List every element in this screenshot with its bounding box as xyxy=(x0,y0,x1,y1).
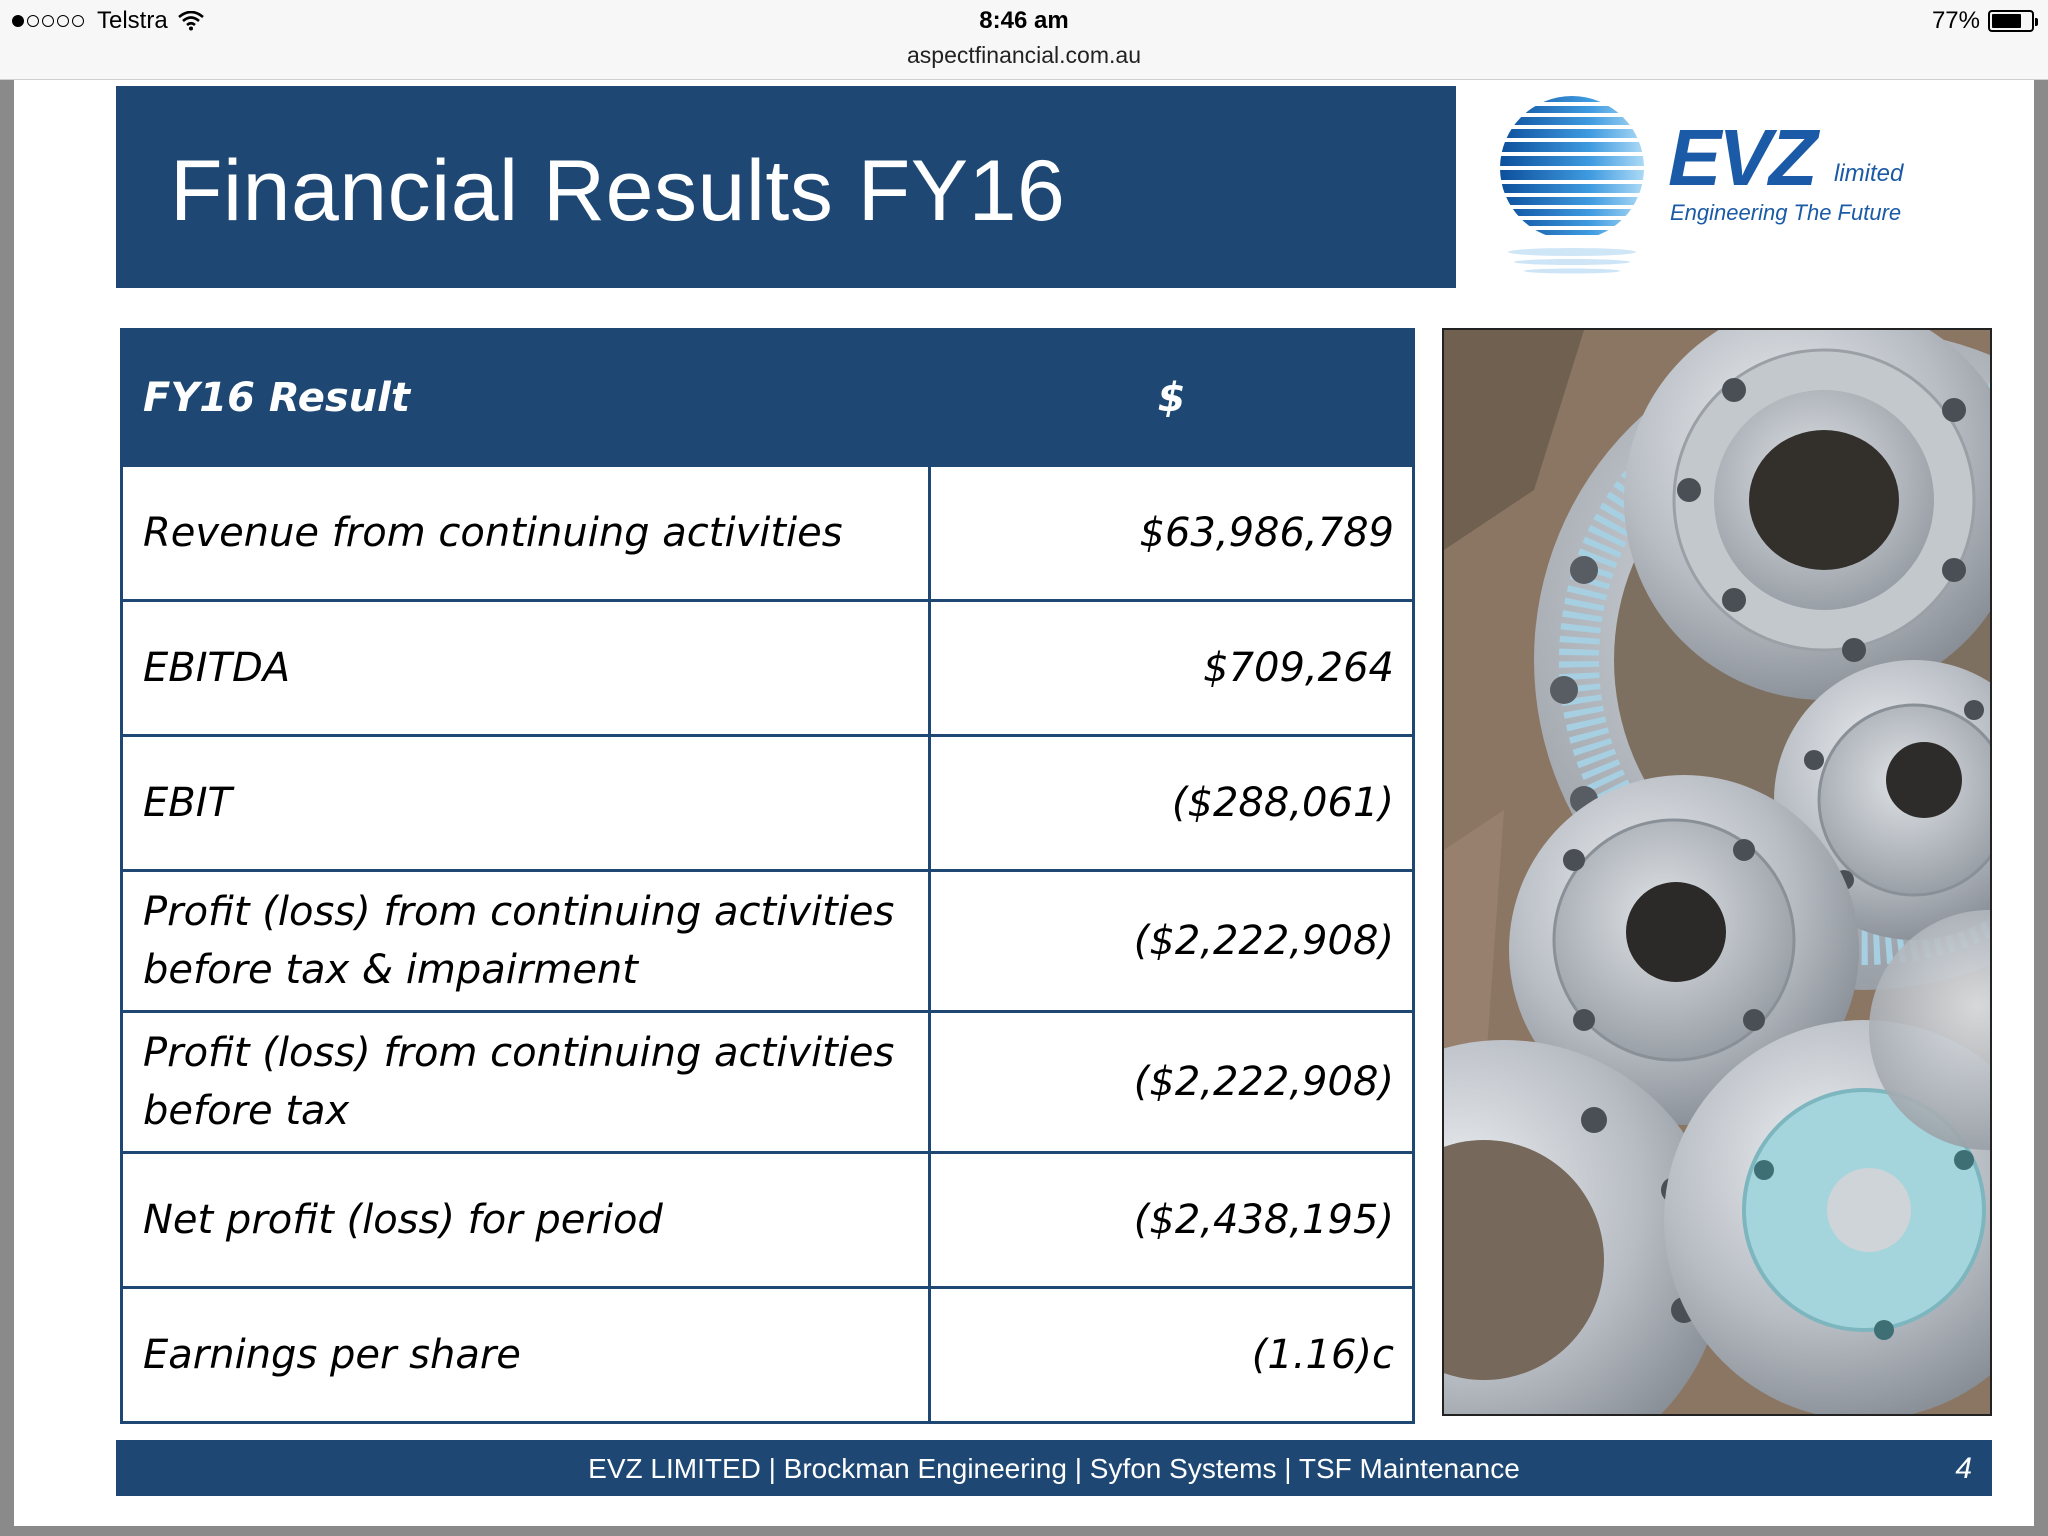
column-header-amount: $ xyxy=(930,330,1414,466)
row-label: Earnings per share xyxy=(122,1288,930,1423)
row-value: (1.16)c xyxy=(930,1288,1414,1423)
row-value: ($2,222,908) xyxy=(930,871,1414,1012)
status-bar xyxy=(0,0,2048,80)
flanges-photo xyxy=(1442,328,1992,1416)
table-row xyxy=(122,466,1414,601)
page-number: 4 xyxy=(1955,1452,1972,1485)
page-frame-left xyxy=(0,80,14,1536)
row-label: EBITDA xyxy=(122,601,930,736)
globe-logo-icon xyxy=(1500,90,1650,290)
row-label: Profit (loss) from continuing activities before tax & impairment xyxy=(122,871,930,1012)
row-label: Net profit (loss) for period xyxy=(122,1153,930,1288)
status-bar-right xyxy=(1932,7,2034,35)
battery-percent: 77% xyxy=(1931,7,1980,34)
clock: 8:46 am xyxy=(979,7,1069,34)
row-label: Revenue from continuing activities xyxy=(122,466,930,601)
row-label: Profit (loss) from continuing activities before tax xyxy=(122,1012,930,1153)
row-value: ($2,222,908) xyxy=(930,1012,1414,1153)
table-row xyxy=(122,601,1414,736)
table-header-row xyxy=(122,330,1414,466)
slide-title-bar xyxy=(116,86,1456,288)
row-label: EBIT xyxy=(122,736,930,871)
row-value: $63,986,789 xyxy=(930,466,1414,601)
table-row xyxy=(122,1153,1414,1288)
evz-logo xyxy=(1500,90,1940,290)
logo-wordmark: EVZ xyxy=(1668,113,1815,202)
footer-text: EVZ LIMITED | Brockman Engineering | Syfon Systems | TSF Maintenance xyxy=(588,1453,1520,1484)
page-frame-right xyxy=(2034,80,2048,1536)
logo-tagline: Engineering The Future xyxy=(1670,200,1902,225)
page-frame-bottom xyxy=(0,1526,2048,1536)
battery-icon xyxy=(1988,10,2034,32)
row-value: ($2,438,195) xyxy=(930,1153,1414,1288)
row-value: ($288,061) xyxy=(930,736,1414,871)
column-header-result: FY16 Result xyxy=(122,330,930,466)
financial-results-table xyxy=(120,328,1415,1424)
table-row xyxy=(122,1288,1414,1423)
slide-title: Financial Results FY16 xyxy=(170,143,1066,239)
table-row xyxy=(122,871,1414,1012)
carrier-name: Telstra xyxy=(97,7,168,34)
logo-suffix: limited xyxy=(1834,160,1904,187)
address-bar[interactable]: aspectfinancial.com.au xyxy=(907,42,1141,68)
row-value: $709,264 xyxy=(930,601,1414,736)
table-row xyxy=(122,736,1414,871)
slide-footer xyxy=(116,1440,1992,1496)
table-row xyxy=(122,1012,1414,1153)
